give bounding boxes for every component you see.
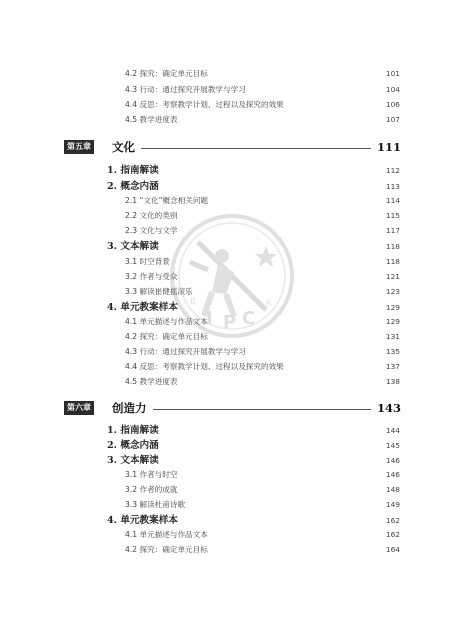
entry-page-number: 146 xyxy=(385,470,400,479)
entry-title: 4.5 教学进度表 xyxy=(125,377,178,386)
entry-page-number: 146 xyxy=(385,456,400,465)
entry-page-number: 115 xyxy=(385,211,400,220)
entry-title: 4.5 教学进度表 xyxy=(125,115,178,124)
watermark-letter: C xyxy=(242,308,256,329)
entry-page-number: 162 xyxy=(385,530,400,539)
entry-title: 2. 概念内涵 xyxy=(107,181,159,192)
entry-title: 4. 单元教案样本 xyxy=(107,302,178,313)
entry-title: 3.2 作者与受众 xyxy=(125,272,178,281)
watermark-letter: I xyxy=(206,308,213,329)
toc-chapter-heading[interactable] xyxy=(0,401,453,417)
chapter-rule xyxy=(141,148,371,149)
toc-chapter-heading[interactable] xyxy=(0,140,453,156)
chapter-title: 文化 xyxy=(112,140,135,154)
toc-subsection-entry[interactable] xyxy=(0,376,453,390)
toc-subsection-entry[interactable] xyxy=(0,469,453,483)
chapter-title: 创造力 xyxy=(112,401,147,415)
entry-title: 4.1 单元描述与作品文本 xyxy=(125,317,208,326)
entry-title: 4. 单元教案样本 xyxy=(107,515,178,526)
watermark-small-letter: K xyxy=(266,299,272,309)
toc-section-entry[interactable] xyxy=(0,164,453,178)
toc-subsection-entry[interactable] xyxy=(0,195,453,209)
entry-page-number: 138 xyxy=(385,377,400,386)
toc-section-entry[interactable] xyxy=(0,180,453,194)
toc-section-entry[interactable] xyxy=(0,454,453,468)
entry-page-number: 118 xyxy=(385,257,400,266)
watermark-logo xyxy=(168,212,296,340)
toc-subsection-entry[interactable] xyxy=(0,529,453,543)
entry-page-number: 131 xyxy=(385,332,400,341)
entry-page-number: 123 xyxy=(385,287,400,296)
entry-title: 1. 指南解读 xyxy=(107,425,159,436)
entry-title: 4.3 行动：通过探究开展教学与学习 xyxy=(125,85,246,94)
entry-page-number: 118 xyxy=(385,242,400,251)
toc-subsection-entry[interactable] xyxy=(0,361,453,375)
entry-page-number: 149 xyxy=(385,500,400,509)
entry-page-number: 137 xyxy=(385,362,400,371)
toc-subsection-entry[interactable] xyxy=(0,68,453,82)
entry-title: 3.1 时空背景 xyxy=(125,257,170,266)
entry-title: 1. 指南解读 xyxy=(107,165,159,176)
chapter-badge: 第六章 xyxy=(64,401,94,415)
entry-page-number: 144 xyxy=(385,426,400,435)
entry-title: 3. 文本解读 xyxy=(107,241,159,252)
toc-section-entry[interactable] xyxy=(0,424,453,438)
entry-title: 3.1 作者与时空 xyxy=(125,470,178,479)
entry-page-number: 164 xyxy=(385,545,400,554)
toc-subsection-entry[interactable] xyxy=(0,99,453,113)
entry-title: 3.2 作者的成就 xyxy=(125,485,178,494)
entry-page-number: 113 xyxy=(385,182,400,191)
toc-subsection-entry[interactable] xyxy=(0,346,453,360)
entry-title: 2.3 文化与文学 xyxy=(125,226,178,235)
entry-page-number: 129 xyxy=(385,317,400,326)
entry-title: 4.1 单元描述与作品文本 xyxy=(125,530,208,539)
entry-title: 3.3 解读崔健摇滚乐 xyxy=(125,287,193,296)
watermark-letter: P xyxy=(223,312,237,333)
toc-subsection-entry[interactable] xyxy=(0,84,453,98)
toc-section-entry[interactable] xyxy=(0,514,453,528)
chapter-rule xyxy=(153,409,371,410)
entry-page-number: 148 xyxy=(385,485,400,494)
entry-page-number: 112 xyxy=(385,166,400,175)
entry-page-number: 106 xyxy=(385,100,400,109)
entry-page-number: 101 xyxy=(385,69,400,78)
entry-title: 4.3 行动：通过探究开展教学与学习 xyxy=(125,347,246,356)
entry-title: 2.2 文化的类别 xyxy=(125,211,178,220)
entry-page-number: 162 xyxy=(385,516,400,525)
watermark-small-letter: B xyxy=(190,297,197,307)
toc-subsection-entry[interactable] xyxy=(0,499,453,513)
entry-page-number: 104 xyxy=(385,85,400,94)
entry-page-number: 107 xyxy=(385,115,400,124)
chapter-page-number: 143 xyxy=(376,401,401,415)
toc-section-entry[interactable] xyxy=(0,439,453,453)
entry-title: 4.4 反思：考察教学计划、过程以及探究的效果 xyxy=(125,100,284,109)
toc-subsection-entry[interactable] xyxy=(0,484,453,498)
entry-page-number: 135 xyxy=(385,347,400,356)
entry-title: 4.2 探究：确定单元目标 xyxy=(125,69,208,78)
entry-title: 4.4 反思：考察教学计划、过程以及探究的效果 xyxy=(125,362,284,371)
chapter-page-number: 111 xyxy=(376,140,401,154)
entry-title: 4.2 探究：确定单元目标 xyxy=(125,545,208,554)
toc-subsection-entry[interactable] xyxy=(0,544,453,558)
entry-title: 2. 概念内涵 xyxy=(107,440,159,451)
entry-page-number: 114 xyxy=(385,196,400,205)
toc-subsection-entry[interactable] xyxy=(0,114,453,128)
entry-page-number: 121 xyxy=(385,272,400,281)
entry-title: 3.3 解读杜甫诗歌 xyxy=(125,500,186,509)
entry-page-number: 117 xyxy=(385,226,400,235)
chapter-badge: 第五章 xyxy=(64,140,94,154)
entry-title: 4.2 探究：确定单元目标 xyxy=(125,332,208,341)
entry-title: 3. 文本解读 xyxy=(107,455,159,466)
entry-page-number: 129 xyxy=(385,303,400,312)
entry-title: 2.1 “文化”概念相关问题 xyxy=(125,196,209,205)
entry-page-number: 145 xyxy=(385,441,400,450)
